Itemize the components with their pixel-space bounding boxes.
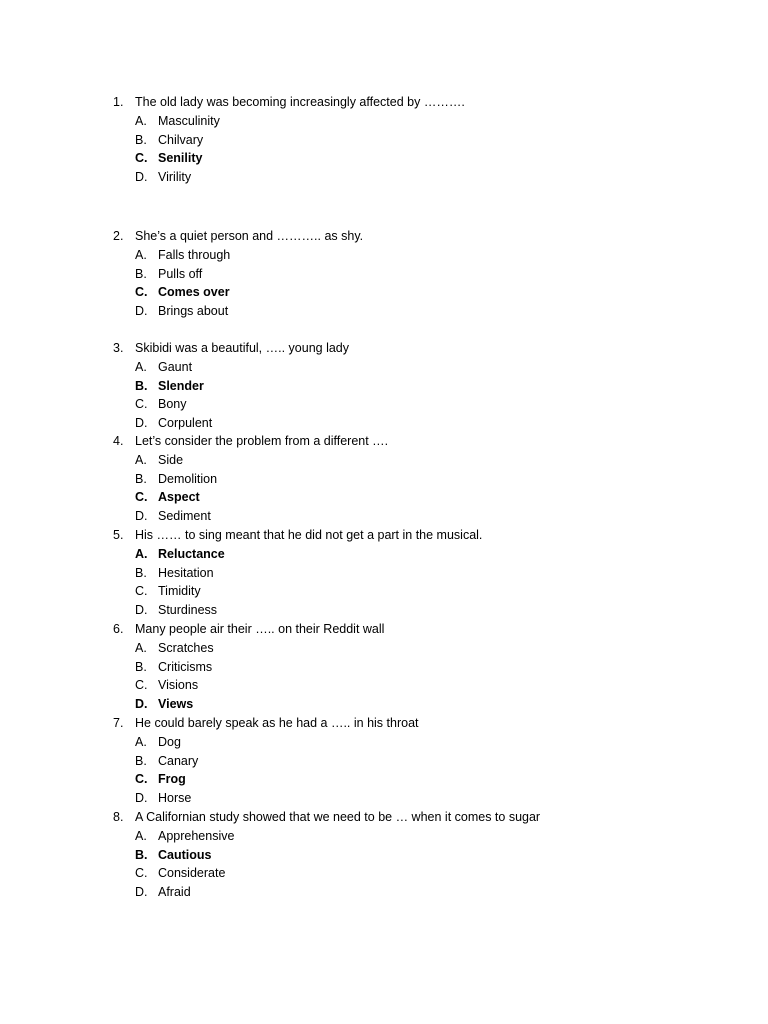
question-number: 5.: [113, 528, 124, 542]
correct-answer-option: Senility: [158, 151, 203, 166]
question-number: 3.: [113, 341, 124, 355]
answer-option: Side: [158, 452, 184, 467]
correct-answer-option: Cautious: [158, 847, 212, 862]
option-letter: A.: [135, 734, 147, 749]
option-letter: B.: [135, 753, 147, 768]
option-letter: A.: [135, 113, 147, 128]
question-number: 6.: [113, 622, 124, 636]
question-text: Let’s consider the problem from a different ….: [135, 434, 389, 448]
option-letter: B.: [135, 565, 147, 580]
question-number: 4.: [113, 434, 124, 448]
option-letter: C.: [135, 397, 148, 412]
answer-option: Timidity: [158, 584, 201, 599]
answer-option: Visions: [158, 678, 199, 693]
question-text: She’s a quiet person and ……….. as shy.: [135, 229, 364, 243]
option-letter: A.: [135, 359, 147, 374]
correct-answer-option: Views: [158, 697, 194, 711]
option-letter: A.: [135, 640, 147, 655]
option-letter: C.: [135, 772, 148, 787]
option-letter: D.: [135, 509, 148, 523]
option-letter: C.: [135, 285, 148, 300]
option-letter: B.: [135, 659, 147, 674]
correct-answer-option: Slender: [158, 378, 204, 393]
option-letter: D.: [135, 304, 148, 318]
question-number: 7.: [113, 716, 124, 730]
option-letter: C.: [135, 678, 148, 693]
answer-option: Considerate: [158, 866, 226, 881]
question-text: His …… to sing meant that he did not get a part in the musical.: [135, 528, 483, 542]
answer-option: Dog: [158, 734, 181, 749]
answer-option: Sturdiness: [158, 603, 218, 617]
answer-option: Pulls off: [158, 266, 203, 281]
option-letter: B.: [135, 471, 147, 486]
answer-option: Criticisms: [158, 659, 213, 674]
answer-option: Corpulent: [158, 416, 213, 430]
question-text: The old lady was becoming increasingly affected by ……….: [135, 95, 465, 109]
answer-option: Afraid: [158, 885, 191, 899]
option-letter: B.: [135, 378, 148, 393]
option-letter: C.: [135, 866, 148, 881]
correct-answer-option: Comes over: [158, 285, 230, 300]
answer-option: Masculinity: [158, 113, 220, 128]
question-text: He could barely speak as he had a ….. in his throat: [135, 716, 419, 730]
option-letter: B.: [135, 847, 148, 862]
answer-option: Apprehensive: [158, 828, 235, 843]
option-letter: C.: [135, 151, 148, 166]
correct-answer-option: Reluctance: [158, 546, 225, 561]
option-letter: D.: [135, 697, 148, 711]
answer-option: Falls through: [158, 247, 231, 262]
answer-option: Hesitation: [158, 565, 214, 580]
question-number: 1.: [113, 95, 124, 109]
answer-option: Brings about: [158, 304, 229, 318]
answer-option: Bony: [158, 397, 187, 412]
answer-option: Gaunt: [158, 359, 193, 374]
option-letter: D.: [135, 885, 148, 899]
correct-answer-option: Aspect: [158, 490, 200, 505]
answer-option: Demolition: [158, 471, 218, 486]
option-letter: D.: [135, 791, 148, 805]
option-letter: C.: [135, 490, 148, 505]
question-text: A Californian study showed that we need to be … when it comes to sugar: [135, 810, 541, 824]
question-number: 2.: [113, 229, 124, 243]
answer-option: Virility: [158, 170, 192, 184]
answer-option: Canary: [158, 753, 199, 768]
option-letter: D.: [135, 416, 148, 430]
option-letter: B.: [135, 132, 147, 147]
option-letter: A.: [135, 546, 148, 561]
question-number: 8.: [113, 810, 124, 824]
answer-option: Sediment: [158, 509, 211, 523]
option-letter: D.: [135, 603, 148, 617]
question-text: Skibidi was a beautiful, ….. young lady: [135, 341, 350, 355]
answer-option: Scratches: [158, 640, 214, 655]
option-letter: B.: [135, 266, 147, 281]
option-letter: A.: [135, 247, 147, 262]
option-letter: C.: [135, 584, 148, 599]
answer-option: Chilvary: [158, 132, 204, 147]
option-letter: A.: [135, 452, 147, 467]
option-letter: A.: [135, 828, 147, 843]
option-letter: D.: [135, 170, 148, 184]
answer-option: Horse: [158, 791, 192, 805]
correct-answer-option: Frog: [158, 772, 186, 787]
question-text: Many people air their ….. on their Reddit wall: [135, 622, 385, 636]
